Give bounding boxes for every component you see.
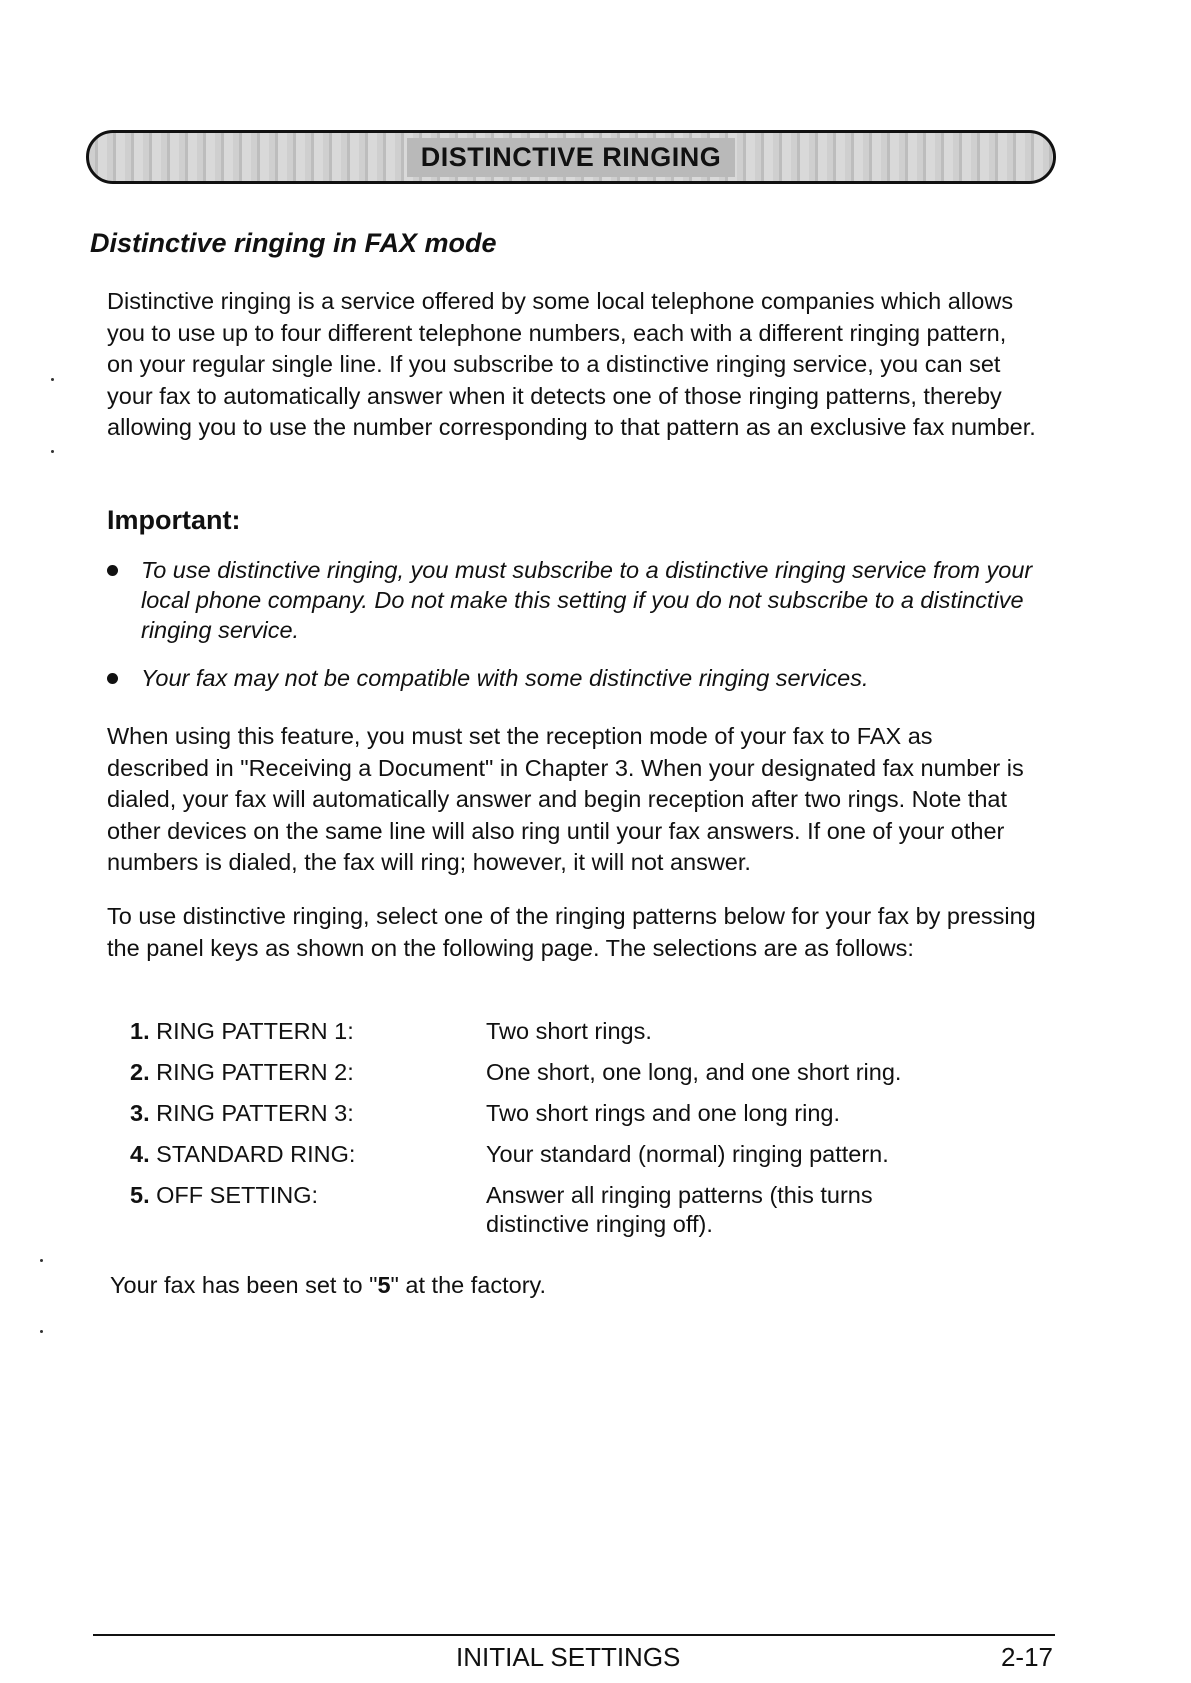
option-number: 5. — [130, 1182, 150, 1208]
option-row — [130, 1181, 1010, 1239]
option-label: RING PATTERN 2: — [156, 1059, 354, 1085]
option-row — [130, 1099, 1010, 1128]
option-number: 3. — [130, 1100, 150, 1126]
footer-rule — [93, 1634, 1055, 1636]
factory-setting-note: Your fax has been set to "5" at the factory. — [110, 1272, 547, 1298]
section-banner — [86, 130, 1056, 184]
ringing-options — [130, 1017, 1010, 1251]
list-item — [107, 555, 1037, 645]
bullet-icon — [107, 673, 118, 684]
option-number: 4. — [130, 1141, 150, 1167]
option-label: STANDARD RING: — [156, 1141, 356, 1167]
factory-value: 5 — [377, 1272, 391, 1298]
list-item — [107, 663, 1037, 693]
option-row — [130, 1017, 1010, 1046]
scan-speck — [40, 1330, 43, 1333]
option-label: RING PATTERN 1: — [156, 1018, 354, 1044]
option-description: Two short rings and one long ring. — [486, 1100, 841, 1126]
banner-title: DISTINCTIVE RINGING — [407, 138, 736, 177]
option-description: Your standard (normal) ringing pattern. — [486, 1141, 889, 1167]
page-number: 2-17 — [1000, 1642, 1053, 1672]
option-number: 2. — [130, 1059, 150, 1085]
scan-speck — [51, 450, 54, 453]
option-label: OFF SETTING: — [156, 1182, 319, 1208]
option-number: 1. — [130, 1018, 150, 1044]
option-description: One short, one long, and one short ring. — [486, 1059, 902, 1085]
footer-section-title: INITIAL SETTINGS — [456, 1642, 681, 1672]
select-paragraph: To use distinctive ringing, select one of the ringing patterns below for your fax by pressing the panel keys as shown on the following page. The selections are as follows: — [107, 903, 1036, 961]
option-label: RING PATTERN 3: — [156, 1100, 354, 1126]
bullet-text: Your fax may not be compatible with some distinctive ringing services. — [141, 665, 869, 691]
scan-speck — [40, 1259, 43, 1262]
option-row — [130, 1140, 1010, 1169]
option-description: Answer all ringing patterns (this turns distinctive ringing off). — [486, 1182, 873, 1237]
important-list — [107, 555, 1037, 693]
important-label: Important: — [107, 505, 241, 535]
bullet-text: To use distinctive ringing, you must subscribe to a distinctive ringing service from your local phone company. Do not make this setting if you do not subscribe to a distinctive ringing service. — [141, 557, 1033, 643]
option-description: Two short rings. — [486, 1018, 652, 1044]
bullet-icon — [107, 565, 118, 576]
option-row — [130, 1058, 1010, 1087]
usage-paragraph: When using this feature, you must set the reception mode of your fax to FAX as described in "Receiving a Document" in Chapter 3. When your designated fax number is dialed, your fax will automatically answer and begin reception after two rings. Note that other devices on the same line will also ring until your fax answers. If one of your other numbers is dialed, the fax will ring; however, it will not answer. — [107, 723, 1024, 875]
section-heading: Distinctive ringing in FAX mode — [90, 228, 497, 258]
scan-speck — [51, 378, 54, 381]
intro-paragraph: Distinctive ringing is a service offered by some local telephone companies which allows you to use up to four different telephone numbers, each with a different ringing pattern, on your regular single line. If you subscribe to a distinctive ringing service, you can set your fax to automatically answer when it detects one of those ringing patterns, thereby allowing you to use the number corresponding to that pattern as an exclusive fax number. — [107, 288, 1036, 440]
